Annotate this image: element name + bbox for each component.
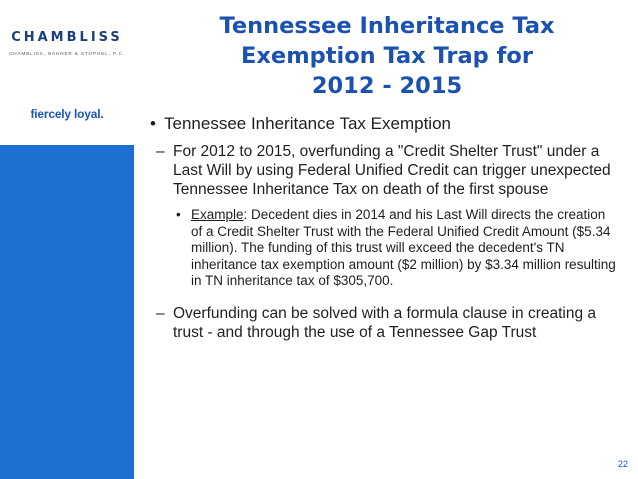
title-line-3: 2012 - 2015: [311, 73, 463, 99]
logo-name: CHAMBLISS: [11, 30, 123, 45]
slide-body: [150, 113, 620, 342]
example-text: : Decedent dies in 2014 and his Last Will directs the creation of a Credit Shelter Trust with the Federal Unified Credit Amount ($5.34 million). The funding of this trust will exceed the decedent's TN inheritance tax exemption amount ($2 million) by $3.34 million resulting in TN inheritance tax of $305,700.: [191, 207, 616, 288]
dash-icon: –: [156, 304, 165, 322]
tagline: fiercely loyal.: [30, 107, 104, 121]
logo-subtext: CHAMBLISS, BAHNER & STOPHEL, P.C.: [9, 51, 125, 56]
page-number: 22: [617, 459, 628, 469]
sidebar-blue-bar: [0, 145, 134, 479]
tagline-panel: [0, 95, 134, 140]
sub-2-text: Overfunding can be solved with a formula clause in creating a trust - and through the use of a Tennessee Gap Trust: [173, 304, 597, 341]
title-line-2: Exemption Tax Trap for: [241, 43, 533, 69]
sub-bullet-overfunding-solution: [150, 304, 620, 342]
title-line-1: Tennessee Inheritance Tax: [219, 13, 555, 39]
example-bullet: [150, 207, 620, 290]
sub-1-text: For 2012 to 2015, overfunding a "Credit Shelter Trust" under a Last Will by using Federal Unified Credit can trigger unexpected Tennessee Inheritance Tax on death of the first spouse: [173, 143, 611, 198]
firm-logo: [0, 0, 134, 90]
bullet-inheritance-tax-exemption: [150, 113, 620, 134]
bullet-icon: •: [150, 114, 156, 133]
bullet-icon: •: [176, 207, 181, 222]
dash-icon: –: [156, 143, 165, 160]
sub-bullet-overfunding-trigger: [150, 142, 620, 199]
bullet-1-text: Tennessee Inheritance Tax Exemption: [164, 114, 451, 133]
slide-title: [150, 11, 624, 101]
example-label: Example: [191, 207, 244, 222]
sidebar: [0, 0, 134, 479]
